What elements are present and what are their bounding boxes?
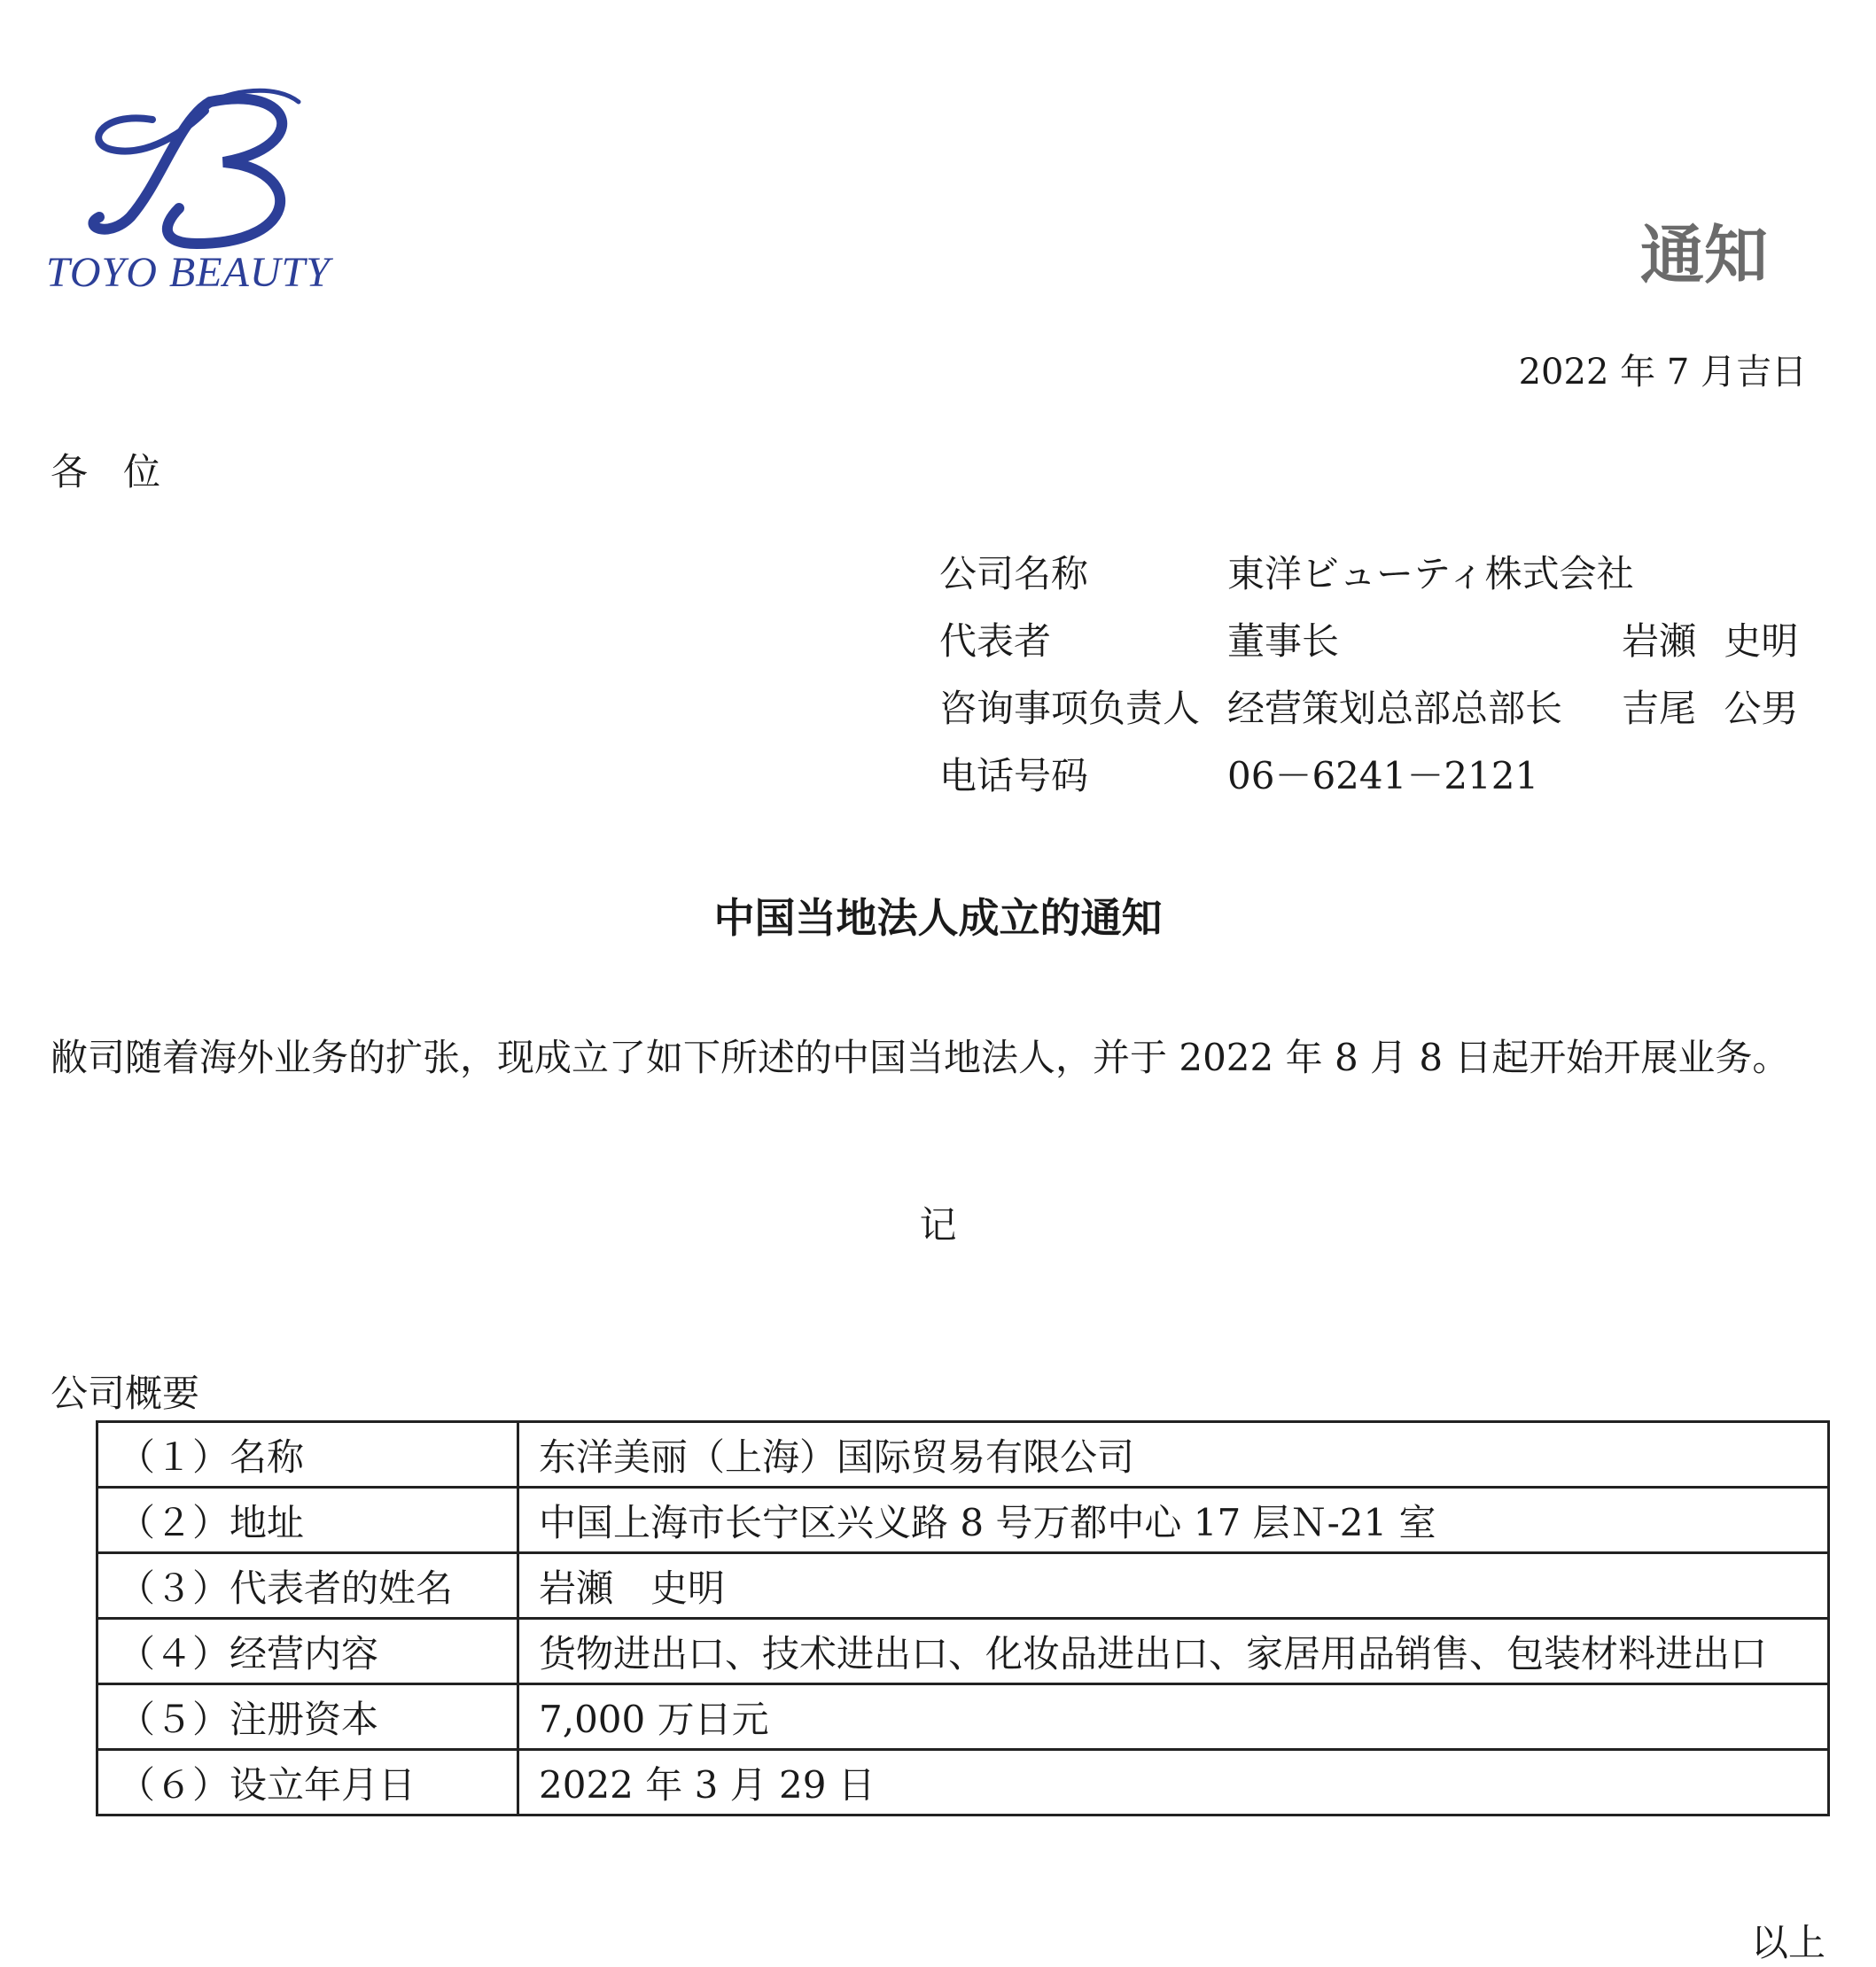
row-key: （６）设立年月日 <box>97 1750 518 1815</box>
addressee: 各位 <box>51 450 197 494</box>
table-row <box>97 1619 1829 1684</box>
brand-name: TOYO BEAUTY <box>46 249 331 296</box>
row-key: （１）名称 <box>97 1422 518 1488</box>
sender-value: 06－6241－2121 <box>1227 754 1539 797</box>
summary-label: 公司概要 <box>51 1372 200 1415</box>
notice-heading: 中国当地法人成立的通知 <box>713 894 1163 942</box>
page-title: 通知 <box>1639 218 1768 292</box>
row-key: （３）代表者的姓名 <box>97 1553 518 1619</box>
company-overview-table <box>96 1420 1830 1816</box>
table-row <box>97 1488 1829 1553</box>
closing-mark: 以上 <box>1750 1921 1825 1964</box>
sender-person: 岩瀬 史明 <box>1622 619 1799 663</box>
row-value: 2022 年 3 月 29 日 <box>518 1750 1829 1815</box>
row-key: （４）经营内容 <box>97 1619 518 1684</box>
table-row <box>97 1553 1829 1619</box>
b-monogram-icon <box>46 84 365 253</box>
document-date: 2022 年 7 月吉日 <box>1518 352 1807 393</box>
table-row <box>97 1750 1829 1815</box>
row-key: （５）注册资本 <box>97 1684 518 1750</box>
row-key: （２）地址 <box>97 1488 518 1553</box>
row-value: 东洋美丽（上海）国际贸易有限公司 <box>518 1422 1829 1488</box>
row-value: 货物进出口、技术进出口、化妆品进出口、家居用品销售、包装材料进出口 <box>518 1619 1829 1684</box>
sender-value: 董事长 <box>1227 619 1340 663</box>
sender-person: 吉尾 公男 <box>1622 687 1799 730</box>
company-logo <box>46 84 365 306</box>
row-value: 岩瀬 史明 <box>518 1553 1829 1619</box>
row-value: 7,000 万日元 <box>518 1684 1829 1750</box>
record-mark: 记 <box>919 1203 957 1247</box>
row-value: 中国上海市长宁区兴义路 8 号万都中心 17 层Ｎ-21 室 <box>518 1488 1829 1553</box>
body-paragraph: 敝司随着海外业务的扩张，现成立了如下所述的中国当地法人，并于 2022 年 8 月 8 日起开始开展业务。 <box>51 1036 1790 1079</box>
sender-label: 电话号码 <box>939 754 1089 797</box>
sender-label: 公司名称 <box>939 552 1089 595</box>
sender-value: 经营策划总部总部长 <box>1227 687 1563 730</box>
sender-value: 東洋ビューティ株式会社 <box>1227 552 1634 595</box>
sender-label: 代表者 <box>939 619 1052 663</box>
table-row <box>97 1422 1829 1488</box>
table-row <box>97 1684 1829 1750</box>
sender-label: 咨询事项负责人 <box>939 687 1201 730</box>
